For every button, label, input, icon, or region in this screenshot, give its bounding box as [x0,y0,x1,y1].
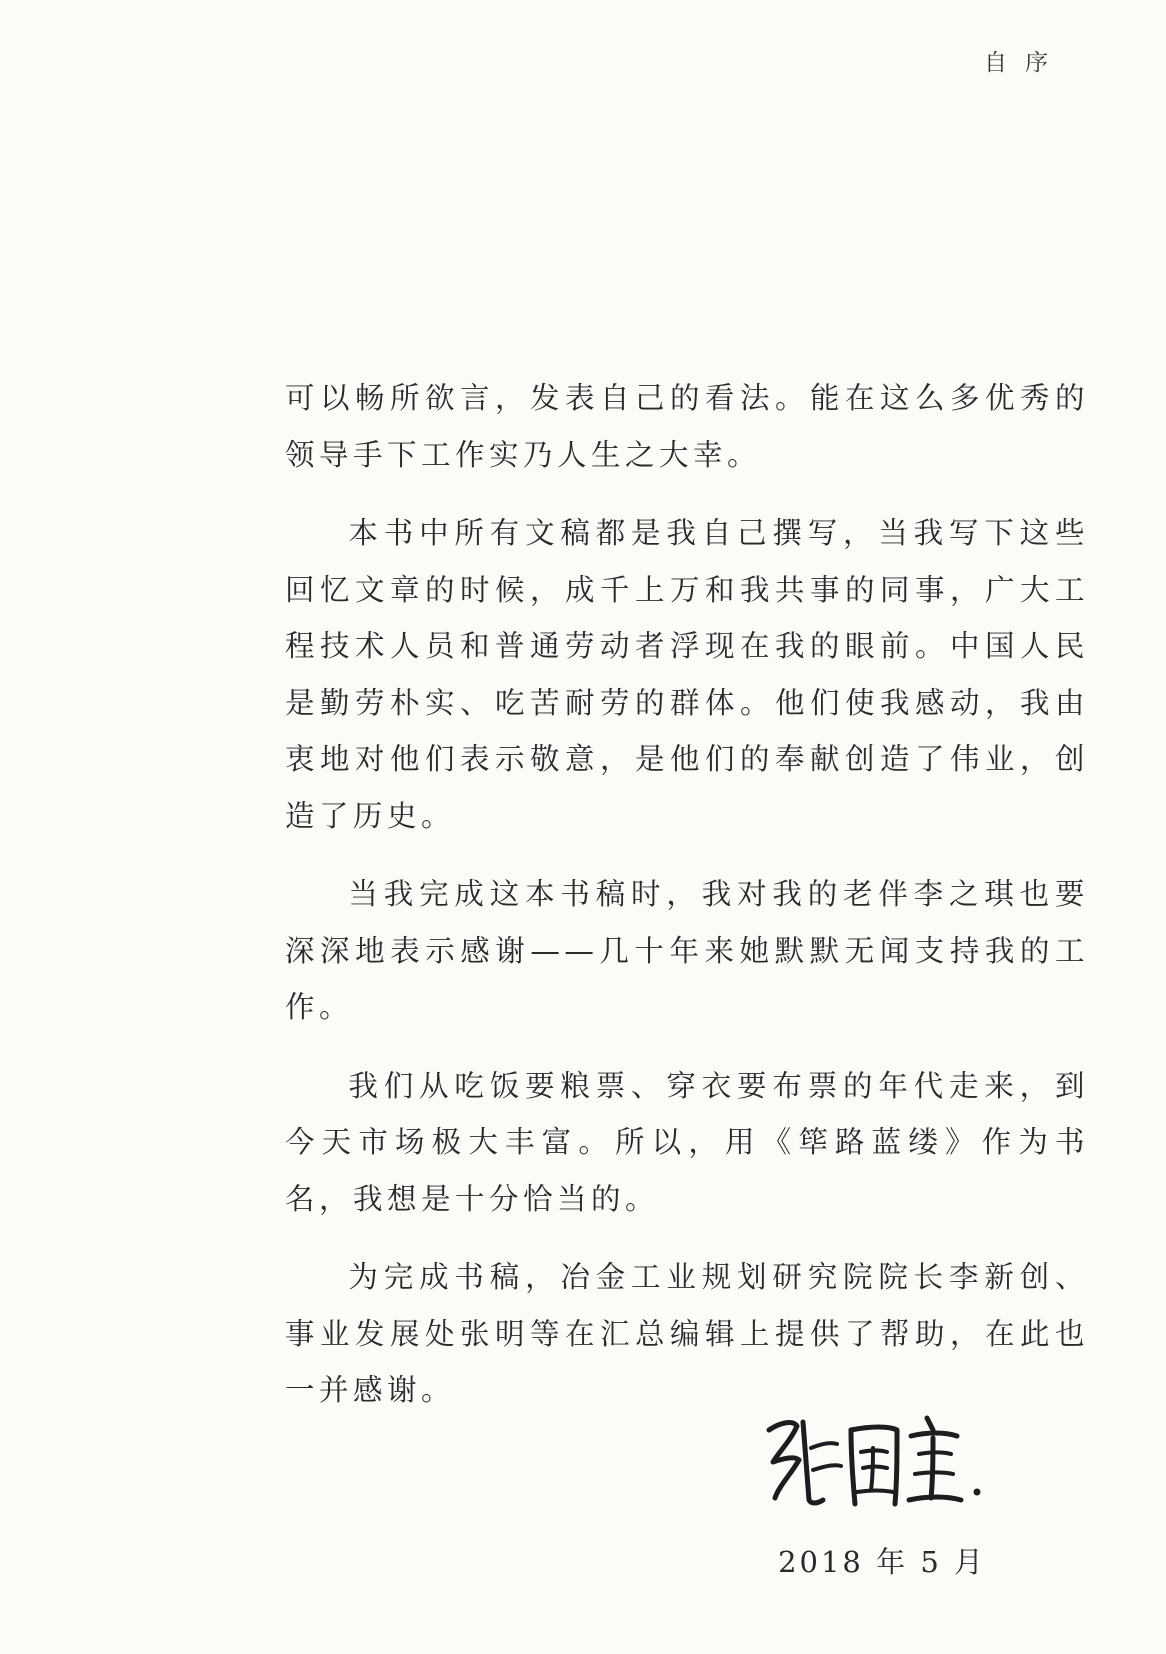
paragraph-2: 本书中所有文稿都是我自己撰写，当我写下这些回忆文章的时候，成千上万和我共事的同事，广大工程技术人员和普通劳动者浮现在我的眼前。中国人民是勤劳朴实、吃苦耐劳的群体。他们使我感动，我由衷地对他们表示敬意，是他们的奉献创造了伟业，创造了历史。 [285,516,1089,833]
paragraph-1: 可以畅所欲言，发表自己的看法。能在这么多优秀的领导手下工作实乃人生之大幸。 [285,381,1089,472]
paragraph-3: 当我完成这本书稿时，我对我的老伴李之琪也要深深地表示感谢——几十年来她默默无闻支持我的工作。 [285,877,1089,1024]
body-text [285,370,1089,1441]
signature-block [731,1400,991,1530]
handwritten-signature-icon [751,1400,991,1518]
date: 2018 年 5 月 [778,1545,986,1579]
paragraph-4: 我们从吃饭要粮票、穿衣要布票的年代走来，到今天市场极大丰富。所以，用《筚路蓝缕》作为书名，我想是十分恰当的。 [285,1068,1089,1216]
running-title: 自序 [984,50,1066,76]
paragraph-5: 为完成书稿，冶金工业规划研究院院长李新创、事业发展处张明等在汇总编辑上提供了帮助，在此也一并感谢。 [285,1260,1089,1407]
